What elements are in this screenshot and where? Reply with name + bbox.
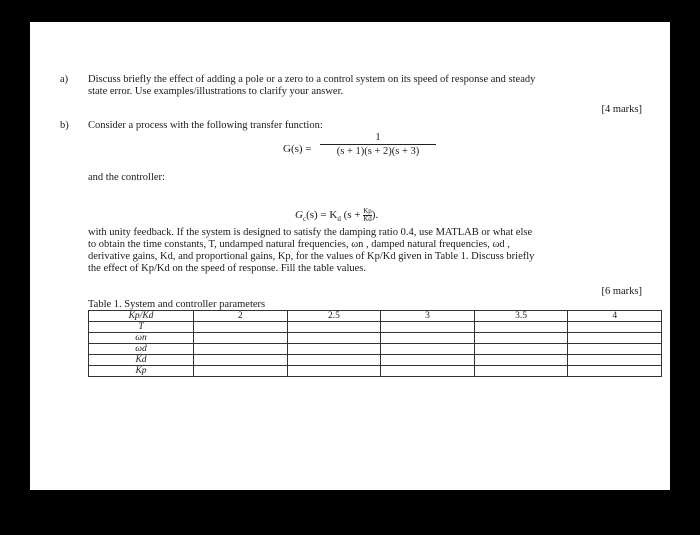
table-cell[interactable] [287,366,381,377]
controller-mid: (s) = K [306,209,338,222]
question-b-label: b) [60,120,69,131]
table-cell[interactable] [194,322,288,333]
controller-ratio-num: Kp [363,207,372,215]
table-cell[interactable] [381,344,475,355]
question-a-label: a) [60,74,69,85]
table-cell[interactable] [287,344,381,355]
controller-open: (s + [340,209,364,222]
table-row [89,344,662,355]
table-row-label: ωd [89,344,194,355]
controller-sub: c [302,215,307,224]
table-header-row [89,311,662,322]
table-cell[interactable] [194,333,288,344]
table-row [89,366,662,377]
table-row-label: Kd [89,355,194,366]
table-cell[interactable] [474,355,568,366]
question-a-line2: state error. Use examples/illustrations to clarify your answer. [88,86,344,97]
table-cell[interactable] [568,355,662,366]
transfer-function-lhs: G(s) = [283,143,312,155]
table-cell[interactable] [568,333,662,344]
controller-kd-sub: d [337,215,341,224]
document-page [30,22,670,490]
table-cell[interactable] [381,366,475,377]
table-cell[interactable] [194,366,288,377]
question-b-marks: [6 marks] [601,286,642,297]
table-header-cell: 3.5 [474,311,568,322]
table-cell[interactable] [474,333,568,344]
question-b-body-line1: with unity feedback. If the system is designed to satisfy the damping ratio 0.4, use MATLAB or what else [88,227,533,238]
fraction-bar [320,144,436,145]
table-header-label: Kp/Kd [89,311,194,322]
controller-equation [295,208,378,225]
transfer-function-numerator: 1 [375,132,381,143]
table-cell[interactable] [381,333,475,344]
table-row [89,355,662,366]
question-b-body-line4: the effect of Kp/Kd on the speed of response. Fill the table values. [88,263,366,274]
controller-ratio-den: Kd [363,215,372,223]
table-row [89,333,662,344]
question-a-marks: [4 marks] [601,104,642,115]
table-header-cell: 2 [194,311,288,322]
controller-ratio-fraction [363,208,372,223]
table-cell[interactable] [381,355,475,366]
table-cell[interactable] [568,366,662,377]
table-header-cell: 4 [568,311,662,322]
table-cell[interactable] [568,344,662,355]
question-b-body-line2: to obtain the time constants, T, undamped natural frequencies, ωn , damped natural frequencies, ωd , [88,239,510,250]
controller-g: G [295,209,303,222]
table-row-label: Kp [89,366,194,377]
table-header-cell: 2.5 [287,311,381,322]
transfer-function-denominator: (s + 1)(s + 2)(s + 3) [336,146,420,157]
question-b-body-line3: derivative gains, Kd, and proportional gains, Kp, for the values of Kp/Kd given in Table 1. Discuss briefly [88,251,535,262]
table-cell[interactable] [287,355,381,366]
table-cell[interactable] [194,344,288,355]
table-cell[interactable] [287,333,381,344]
table-cell[interactable] [287,322,381,333]
table-row [89,322,662,333]
table-header-cell: 3 [381,311,475,322]
table-cell[interactable] [194,355,288,366]
controller-close: ). [371,209,379,222]
table-cell[interactable] [568,322,662,333]
controller-intro: and the controller: [88,172,165,183]
question-a-line1: Discuss briefly the effect of adding a pole or a zero to a control system on its speed of response and steady [88,74,536,85]
table-cell[interactable] [474,366,568,377]
table-cell[interactable] [381,322,475,333]
table-row-label: ωn [89,333,194,344]
parameters-table [88,310,662,377]
table-cell[interactable] [474,322,568,333]
table-cell[interactable] [474,344,568,355]
transfer-function-fraction [320,132,436,157]
table-caption: Table 1. System and controller parameters [88,299,266,310]
table-row-label: T [89,322,194,333]
question-b-intro: Consider a process with the following transfer function: [88,120,323,131]
